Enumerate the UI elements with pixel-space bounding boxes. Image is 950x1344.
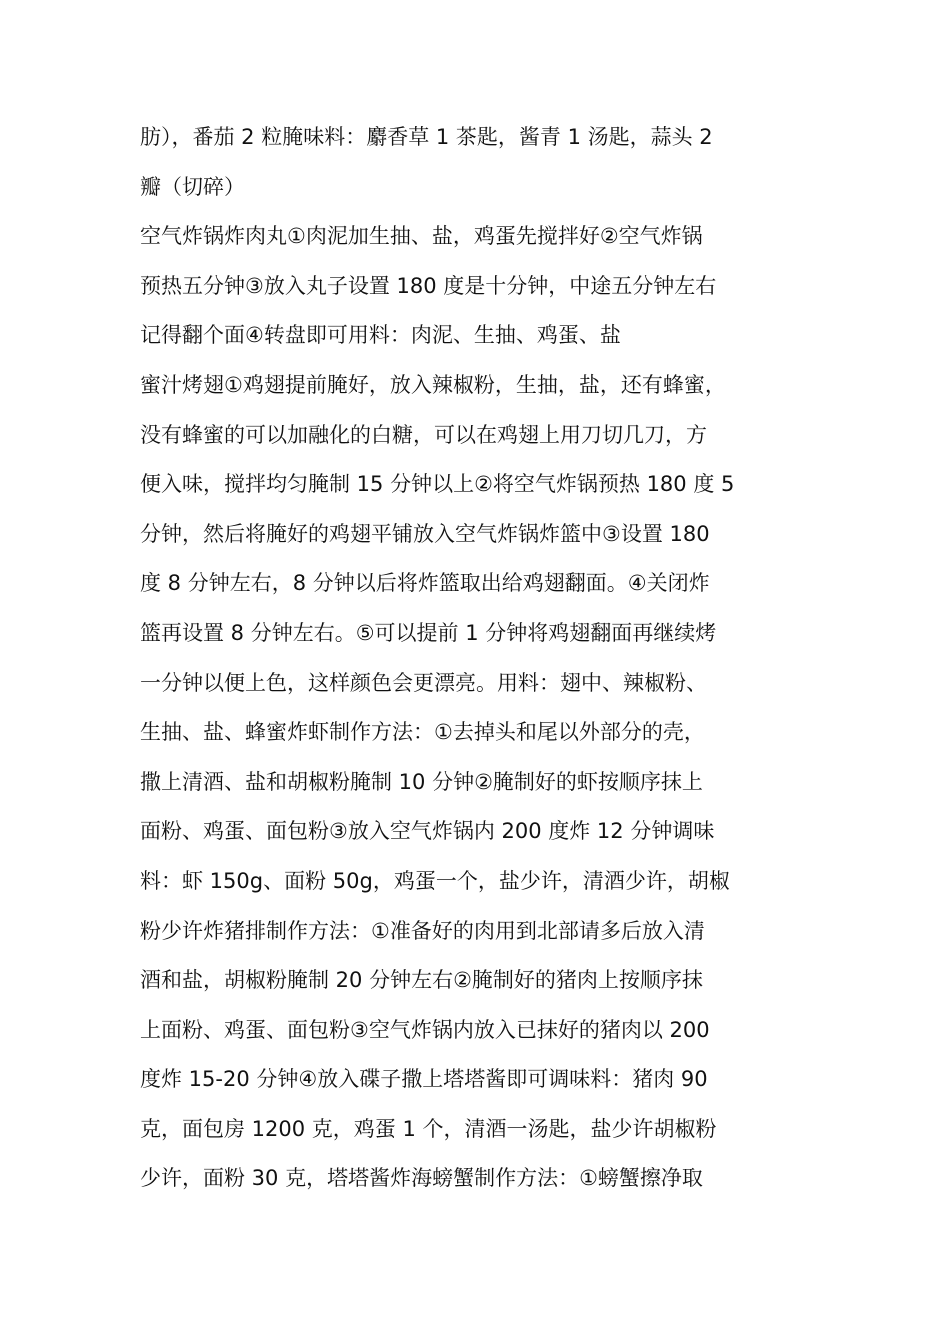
text-line: 预热五分钟③放入丸子设置 180 度是十分钟，中途五分钟左右	[140, 273, 717, 298]
text-line: 克，面包房 1200 克，鸡蛋 1 个，清酒一汤匙，盐少许胡椒粉	[140, 1116, 717, 1141]
text-line: 上面粉、鸡蛋、面包粉③空气炸锅内放入已抹好的猪肉以 200	[140, 1017, 710, 1042]
text-line: 瓣（切碎）	[140, 174, 245, 199]
text-line: 没有蜂蜜的可以加融化的白糖，可以在鸡翅上用刀切几刀，方	[140, 422, 707, 447]
text-line: 蜜汁烤翅①鸡翅提前腌好，放入辣椒粉，生抽，盐，还有蜂蜜，	[140, 372, 726, 397]
text-line: 酒和盐，胡椒粉腌制 20 分钟左右②腌制好的猪肉上按顺序抹	[140, 968, 703, 993]
text-line: 粉少许炸猪排制作方法：①准备好的肉用到北部请多后放入清	[140, 918, 705, 943]
text-line: 肪），番茄 2 粒腌味料：麝香草 1 茶匙，酱青 1 汤匙，蒜头 2	[140, 125, 713, 149]
text-line: 度炸 15-20 分钟④放入碟子撒上塔塔酱即可调味料：猪肉 90	[140, 1067, 708, 1092]
text-line: 空气炸锅炸肉丸①肉泥加生抽、盐，鸡蛋先搅拌好②空气炸锅	[140, 224, 703, 249]
recipe-text-block	[140, 113, 840, 1204]
text-line: 撒上清酒、盐和胡椒粉腌制 10 分钟②腌制好的虾按顺序抹上	[140, 769, 703, 794]
text-line: 料：虾 150g、面粉 50g，鸡蛋一个，盐少许，清酒少许，胡椒	[140, 868, 730, 893]
text-line: 记得翻个面④转盘即可用料：肉泥、生抽、鸡蛋、盐	[140, 323, 621, 348]
text-line: 度 8 分钟左右，8 分钟以后将炸篮取出给鸡翅翻面。④关闭炸	[140, 571, 710, 596]
text-line: 少许，面粉 30 克，塔塔酱炸海螃蟹制作方法：①螃蟹擦净取	[140, 1166, 703, 1191]
text-line: 生抽、盐、蜂蜜炸虾制作方法：①去掉头和尾以外部分的壳，	[140, 720, 705, 745]
text-line: 分钟，然后将腌好的鸡翅平铺放入空气炸锅炸篮中③设置 180	[140, 521, 710, 546]
text-line: 面粉、鸡蛋、面包粉③放入空气炸锅内 200 度炸 12 分钟调味	[140, 819, 715, 844]
text-line: 便入味，搅拌均匀腌制 15 分钟以上②将空气炸锅预热 180 度 5	[140, 472, 735, 497]
text-line: 一分钟以便上色，这样颜色会更漂亮。用料：翅中、辣椒粉、	[140, 670, 707, 695]
text-line: 篮再设置 8 分钟左右。⑤可以提前 1 分钟将鸡翅翻面再继续烤	[140, 620, 717, 645]
